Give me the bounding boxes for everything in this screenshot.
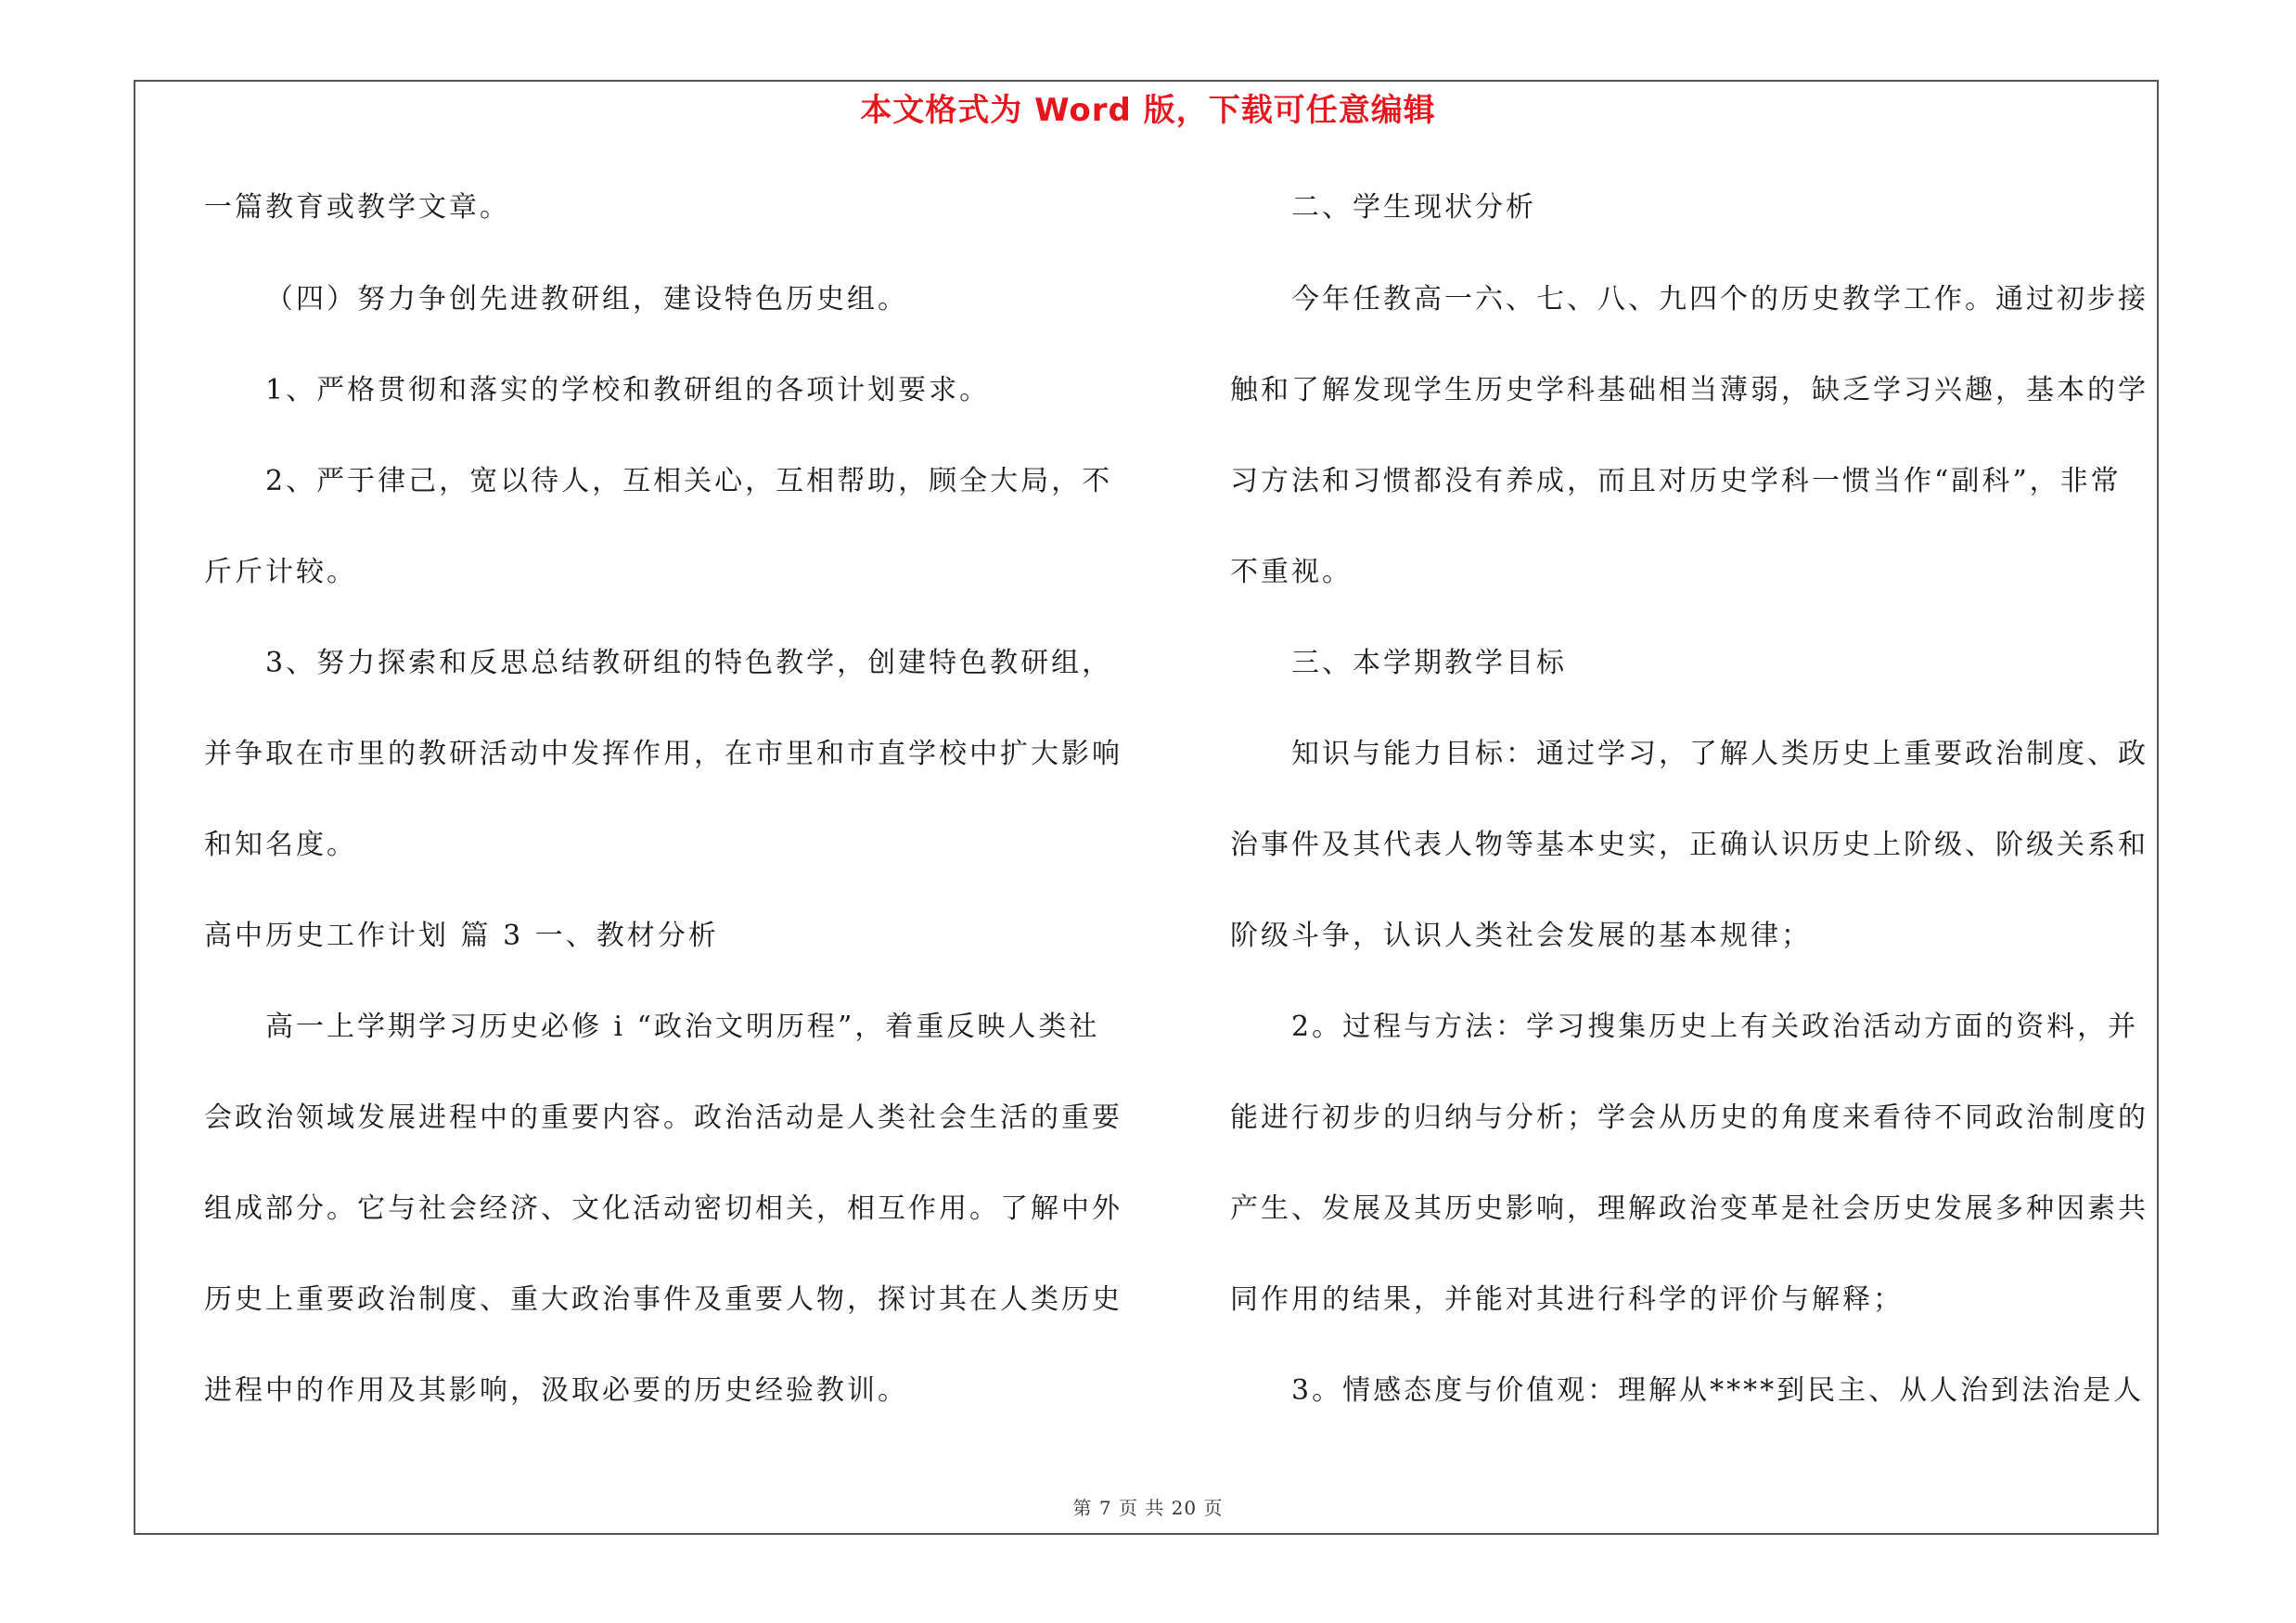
paragraph-line: 和知名度。 xyxy=(204,829,357,861)
paragraph-line: 2、严于律己，宽以待人，互相关心，互相帮助，顾全大局，不 xyxy=(265,465,1113,497)
page-number: 第 7 页 共 20 页 xyxy=(1072,1497,1224,1519)
paragraph-line: 1、严格贯彻和落实的学校和教研组的各项计划要求。 xyxy=(265,374,991,406)
paragraph-line: 今年任教高一六、七、八、九四个的历史教学工作。通过初步接 xyxy=(1291,283,2148,316)
paragraph-line: 历史上重要政治制度、重大政治事件及重要人物，探讨其在人类历史 xyxy=(204,1283,1122,1316)
paragraph-line: 组成部分。它与社会经济、文化活动密切相关，相互作用。了解中外 xyxy=(204,1192,1122,1225)
section-heading: 二、学生现状分析 xyxy=(1291,191,1536,224)
paragraph-line: 并争取在市里的教研活动中发挥作用，在市里和市直学校中扩大影响 xyxy=(204,738,1122,770)
paragraph-line: （四）努力争创先进教研组，建设特色历史组。 xyxy=(265,283,908,316)
paragraph-line: 习方法和习惯都没有养成，而且对历史学科一惯当作“副科”，非常 xyxy=(1230,465,2122,497)
section-heading: 三、本学期教学目标 xyxy=(1291,647,1567,679)
paragraph-line: 3、努力探索和反思总结教研组的特色教学，创建特色教研组， xyxy=(265,647,1113,679)
paragraph-line: 同作用的结果，并能对其进行科学的评价与解释； xyxy=(1230,1283,1904,1316)
paragraph-line: 高一上学期学习历史必修 i “政治文明历程”，着重反映人类社 xyxy=(265,1011,1100,1043)
document-banner: 本文格式为 Word 版，下载可任意编辑 xyxy=(860,92,1436,129)
paragraph-line: 进程中的作用及其影响，汲取必要的历史经验教训。 xyxy=(204,1374,908,1407)
paragraph-line: 2。过程与方法：学习搜集历史上有关政治活动方面的资料，并 xyxy=(1291,1011,2139,1043)
paragraph-line: 一篇教育或教学文章。 xyxy=(204,191,510,224)
paragraph-line: 阶级斗争，认识人类社会发展的基本规律； xyxy=(1230,920,1812,952)
paragraph-line: 触和了解发现学生历史学科基础相当薄弱，缺乏学习兴趣，基本的学 xyxy=(1230,374,2148,406)
paragraph-line: 3。情感态度与价值观：理解从****到民主、从人治到法治是人 xyxy=(1291,1374,2145,1407)
paragraph-line: 斤斤计较。 xyxy=(204,556,357,588)
paragraph-line: 产生、发展及其历史影响，理解政治变革是社会历史发展多种因素共 xyxy=(1230,1192,2148,1225)
paragraph-line: 治事件及其代表人物等基本史实，正确认识历史上阶级、阶级关系和 xyxy=(1230,829,2148,861)
section-heading: 高中历史工作计划 篇 3 一、教材分析 xyxy=(204,920,719,952)
paragraph-line: 知识与能力目标：通过学习，了解人类历史上重要政治制度、政 xyxy=(1291,738,2148,770)
paragraph-line: 不重视。 xyxy=(1230,556,1353,588)
paragraph-line: 会政治领域发展进程中的重要内容。政治活动是人类社会生活的重要 xyxy=(204,1101,1122,1134)
paragraph-line: 能进行初步的归纳与分析；学会从历史的角度来看待不同政治制度的 xyxy=(1230,1101,2148,1134)
